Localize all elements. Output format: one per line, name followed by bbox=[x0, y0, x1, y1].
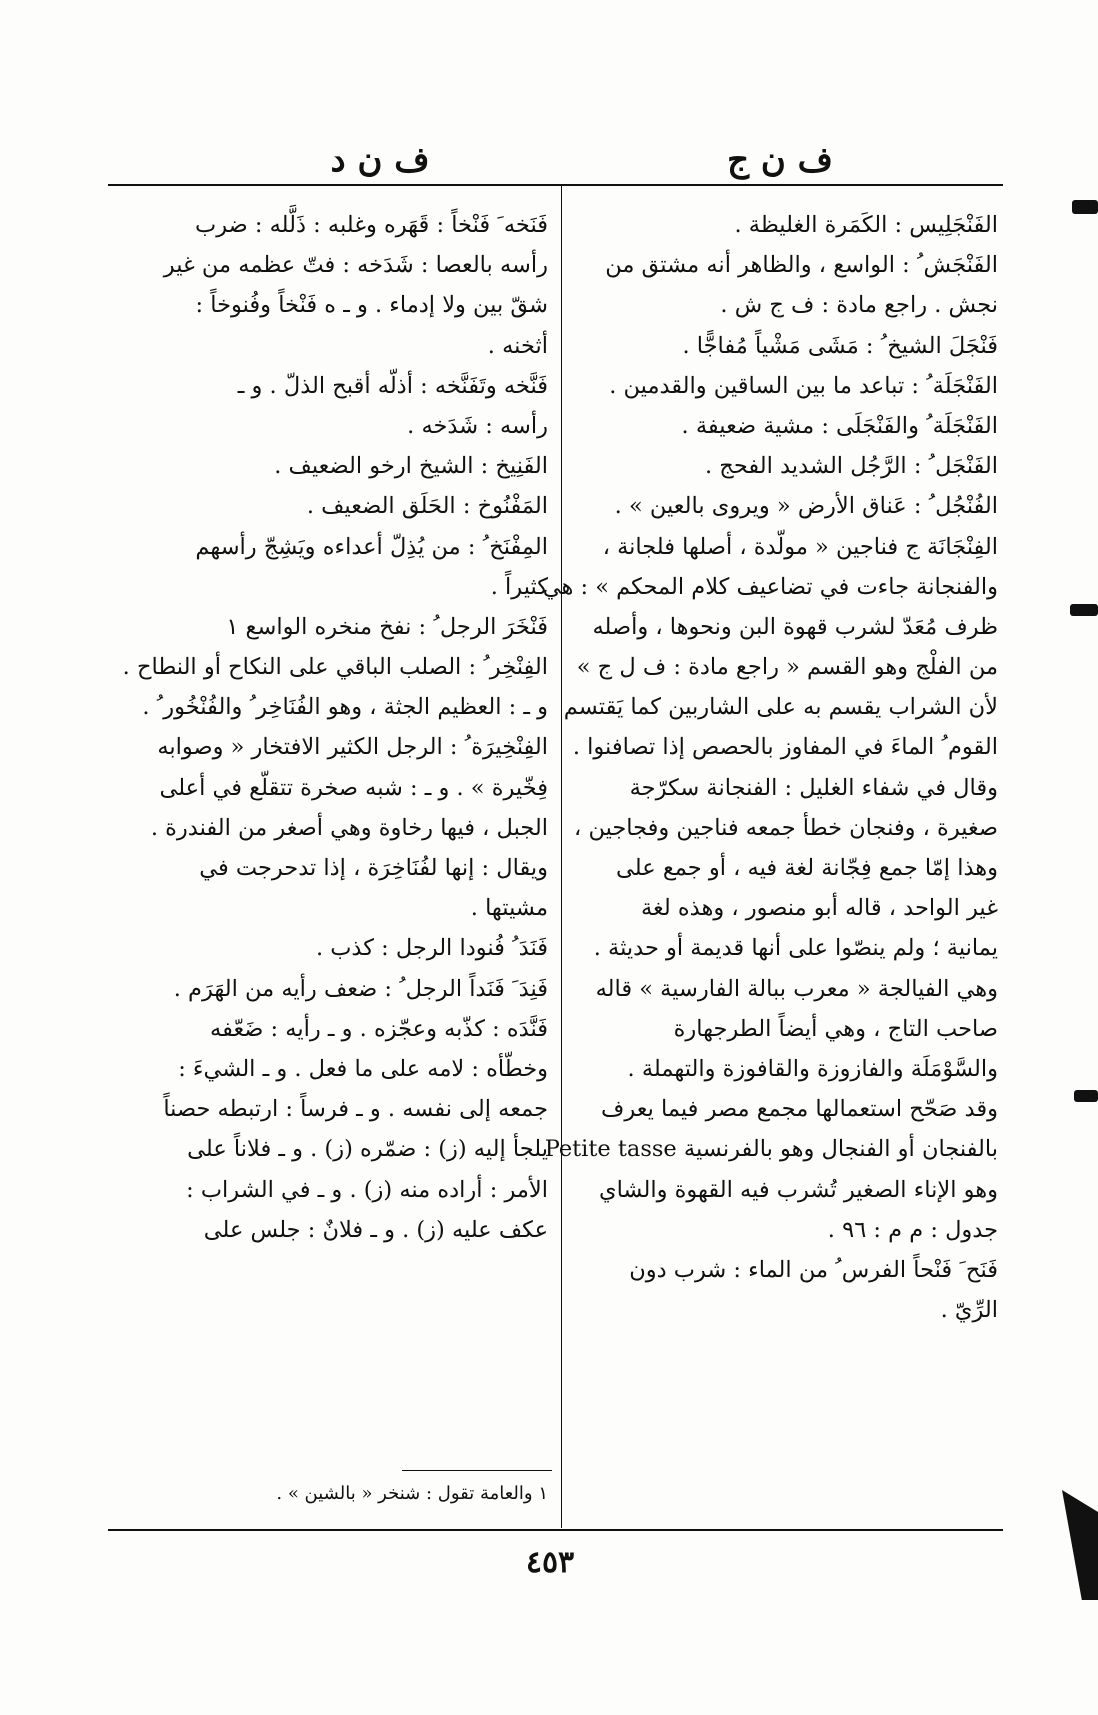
text-line: غير الواحد ، قاله أبو منصور ، وهذه لغة bbox=[640, 895, 998, 922]
text-line: الفَنْجَلَة ُ والفَنْجَلَى : مشية ضعيفة . bbox=[681, 412, 998, 439]
text-line: فَنِدَ َ فَنَداً الرجل ُ : ضعف رأيه من الهَرَم . bbox=[173, 975, 548, 1002]
text-line: الفَنِيخ : الشيخ ارخو الضعيف . bbox=[274, 453, 548, 480]
page-number: ٤٥٣ bbox=[525, 1545, 575, 1580]
text-line: الفِنْجَانَة ج فناجين « مولّدة ، أصلها فلجانة ، bbox=[602, 533, 998, 560]
text-line: بالفنجان أو الفنجال وهو بالفرنسية Petite tasse bbox=[544, 1136, 998, 1163]
text-line: وهذا إمّا جمع فِجّانة لغة فيه ، أو جمع على bbox=[616, 855, 998, 881]
text-line: يلجأ إليه (ز) : ضمّره (ز) . و ـ فلاناً على bbox=[187, 1136, 548, 1163]
scan-edge-mark bbox=[1062, 1490, 1098, 1600]
right-column bbox=[542, 205, 998, 1330]
text-line: جمعه إلى نفسه . و ـ فرساً : ارتبطه حصناً bbox=[163, 1096, 548, 1123]
text-line: فَنْجَلَ الشيخ ُ : مَشَى مَشْياً مُفاجًّا . bbox=[682, 332, 998, 359]
text-line: فَنَّدَه : كذّبه وعجّزه . و ـ رأيه : ضَعّفه bbox=[210, 1015, 548, 1042]
text-line: فَنَدَ ُ فُنودا الرجل : كذب . bbox=[315, 935, 548, 962]
text-line: والفنجانة جاءت في تضاعيف كلام المحكم » : هي bbox=[542, 573, 998, 600]
text-line: وهي الفيالجة « معرب ببالة الفارسية » قاله bbox=[595, 975, 998, 1002]
bottom-rule bbox=[108, 1529, 1003, 1531]
text-line: والسَّوْمَلَة والفازوزة والقافوزة والتهملة . bbox=[627, 1055, 998, 1082]
text-line: رأسه بالعصا : شَدَخه : فتّ عظمه من غير bbox=[163, 252, 548, 279]
scan-edge-mark bbox=[1070, 604, 1098, 616]
text-line: فَنَخه َ فَنْخاً : قَهَره وغلبه : ذَلَّله : ضرب bbox=[195, 212, 548, 238]
text-line: فَنَح َ فَنْحاً الفرس ُ من الماء : شرب دون bbox=[629, 1256, 998, 1283]
text-line: أثخنه . bbox=[487, 332, 548, 359]
text-line: ظرف مُعَدّ لشرب قهوة البن ونحوها ، وأصله bbox=[592, 613, 998, 640]
text-line: ويقال : إنها لفُنَاخِرَة ، إذا تدحرجت في bbox=[199, 855, 548, 881]
top-rule bbox=[108, 184, 1003, 186]
text-line: وخطّأه : لامه على ما فعل . و ـ الشيءَ : bbox=[178, 1055, 548, 1082]
left-column bbox=[118, 205, 548, 1250]
text-line: الفَنْجَش ُ : الواسع ، والظاهر أنه مشتق من bbox=[605, 252, 998, 279]
text-line: جدول : م م : ٩٦ . bbox=[827, 1216, 998, 1243]
text-line: رأسه : شَدَخه . bbox=[407, 412, 548, 439]
text-line: الأمر : أراده منه (ز) . و ـ في الشراب : bbox=[186, 1176, 548, 1203]
text-line: نجش . راجع مادة : ف ج ش . bbox=[720, 292, 998, 319]
text-line: فِخّيرة » . و ـ : شبه صخرة تتقلّع في أعلى bbox=[159, 774, 548, 801]
text-line: وقال في شفاء الغليل : الفنجانة سكرّجة bbox=[629, 774, 998, 801]
text-line: المَفْنُوخ : الحَلَق الضعيف . bbox=[306, 493, 548, 520]
text-line: عكف عليه (ز) . و ـ فلانٌ : جلس على bbox=[203, 1216, 548, 1243]
text-line: و ـ : العظيم الجثة ، وهو الفُنَاخِر ُ والفُنْخُور ُ . bbox=[142, 694, 548, 721]
running-head-right: ف ن ج bbox=[727, 140, 833, 180]
text-line: الفَنْجَلِيس : الكَمَرة الغليظة . bbox=[734, 212, 998, 238]
text-line: صاحب التاج ، وهي أيضاً الطرجهارة bbox=[673, 1015, 998, 1042]
text-line: الفَنْجَل ُ : الرَّجُل الشديد الفحج . bbox=[705, 453, 998, 480]
text-line: الفُنْجُل ُ : عَناق الأرض « ويروى بالعين » . bbox=[614, 493, 998, 520]
text-line: من الفلْج وهو القسم « راجع مادة : ف ل ج » bbox=[576, 654, 998, 681]
text-line: الفِنْخِيرَة ُ : الرجل الكثير الافتخار « وصوابه bbox=[157, 734, 548, 761]
text-line: وقد صَحّح استعمالها مجمع مصر فيما يعرف bbox=[601, 1096, 998, 1123]
text-line: مشيتها . bbox=[470, 895, 548, 922]
footnote-rule bbox=[402, 1470, 552, 1471]
text-line: يمانية ؛ ولم ينصّوا على أنها قديمة أو حديثة . bbox=[593, 935, 998, 962]
text-line: لأن الشراب يقسم به على الشاربين كما يَقتسم bbox=[563, 694, 998, 721]
text-line: الفَنْجَلَة ُ : تباعد ما بين الساقين والقدمين . bbox=[609, 372, 998, 399]
text-line: الرِّيّ . bbox=[940, 1297, 998, 1324]
text-line: القوم ُ الماءَ في المفاوز بالحصص إذا تصافنوا . bbox=[572, 734, 998, 761]
text-line: فَنْخَرَ الرجل ُ : نفخ منخره الواسع ١ bbox=[226, 613, 548, 640]
text-line: المِفْنَخ ُ : من يُذِلّ أعداءه ويَشِجّ رأسهم bbox=[195, 533, 548, 560]
running-head-left: ف ن د bbox=[330, 140, 430, 180]
text-line: شقّ بين ولا إدماء . و ـ ه فَنْخاً وفُنوخاً : bbox=[195, 292, 548, 319]
scan-edge-mark bbox=[1072, 200, 1098, 214]
column-divider bbox=[561, 186, 562, 1528]
text-line: فَنَّخه وتَفَنَّخه : أذلّه أقبح الذلّ . و ـ bbox=[237, 372, 548, 399]
scan-edge-mark bbox=[1074, 1090, 1098, 1102]
text-line: صغيرة ، وفنجان خطأ جمعه فناجين وفجاجين ، bbox=[574, 814, 998, 841]
text-line: الفِنْخِر ُ : الصلب الباقي على النكاح أو النطاح . bbox=[122, 654, 548, 681]
footnote: ١ والعامة تقول : شنخر « بالشين » . bbox=[276, 1483, 548, 1504]
text-line: الجبل ، فيها رخاوة وهي أصغر من الفندرة . bbox=[150, 814, 548, 841]
text-line: كثيراً . bbox=[490, 573, 548, 600]
text-line: وهو الإناء الصغير تُشرب فيه القهوة والشاي bbox=[598, 1176, 998, 1203]
